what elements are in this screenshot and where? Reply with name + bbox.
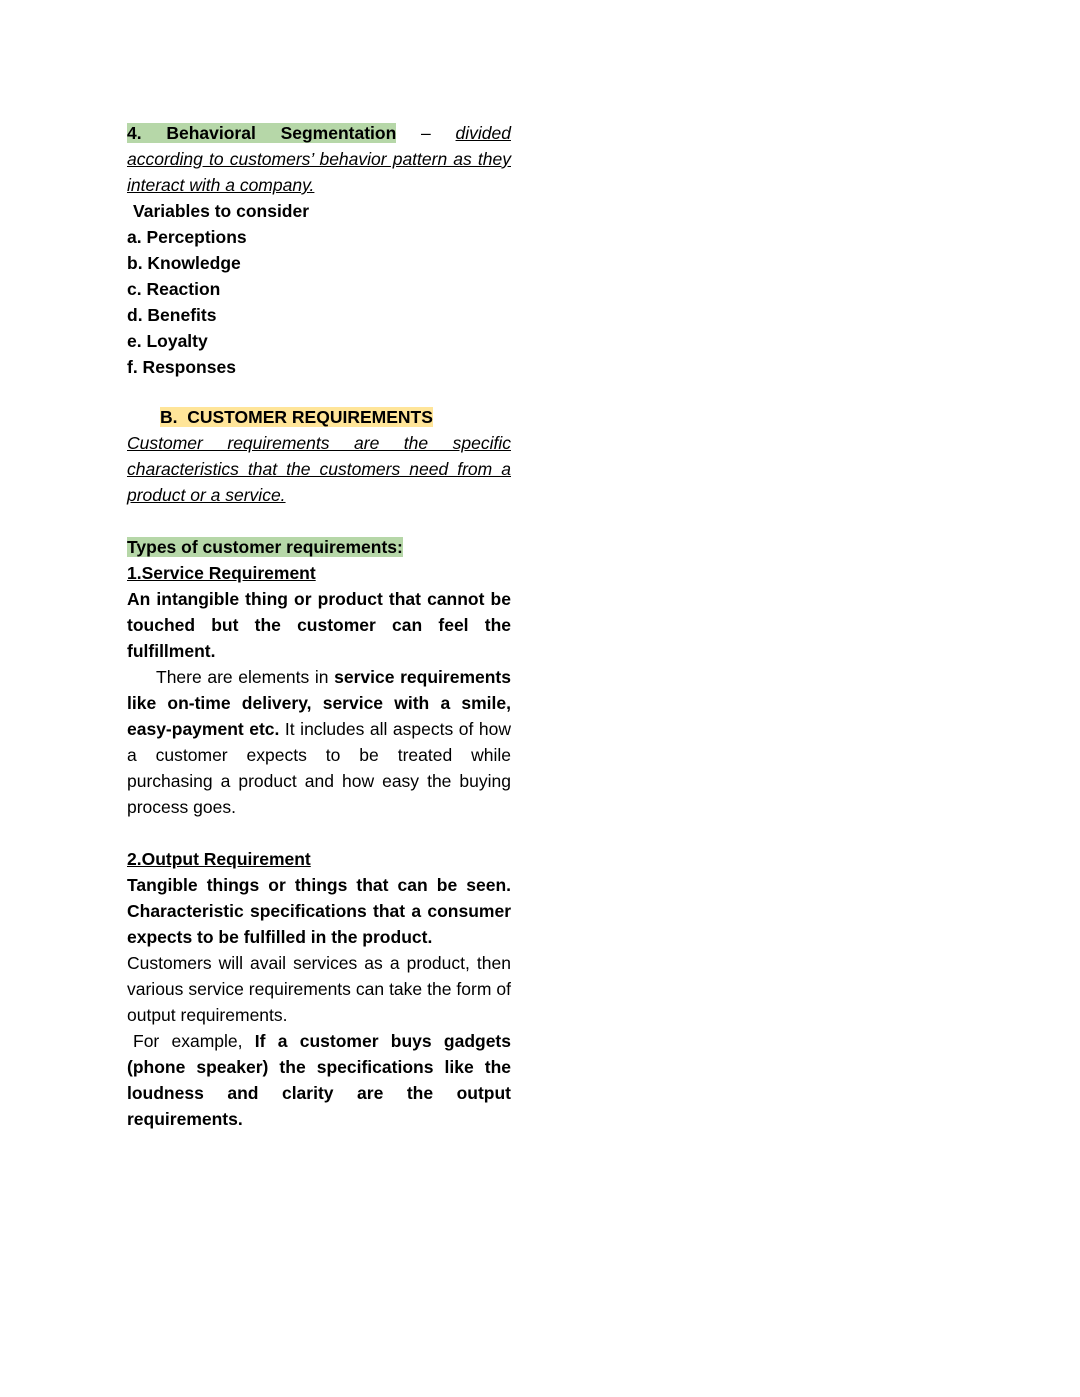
variable-item-responses: f. Responses	[127, 357, 236, 377]
service-requirement-detail	[127, 664, 511, 820]
service-detail-start: There are elements in	[156, 667, 335, 687]
service-requirement-title: 1.Service Requirement	[127, 563, 316, 583]
customer-requirements-definition: Customer requirements are the specific characteristics that the customers need from a product or a service.	[127, 433, 511, 505]
behavioral-definition-text: divided according to customers’ behavior pattern as they interact with a company.	[127, 123, 511, 195]
variable-item-benefits: d. Benefits	[127, 305, 217, 325]
service-detail-rest: It includes all aspects of how a customer expects to be treated while purchasing a product and how easy the buying process goes.	[127, 719, 511, 817]
output-example-start: For example,	[133, 1031, 255, 1051]
customer-requirements-heading-row	[127, 404, 511, 430]
types-heading: Types of customer requirements:	[127, 537, 403, 557]
output-requirement-example	[127, 1028, 511, 1132]
behavioral-segmentation-paragraph	[127, 120, 511, 198]
output-requirement-title: 2.Output Requirement	[127, 849, 311, 869]
service-requirement-lead: An intangible thing or product that cannot be touched but the customer can feel the fulfillment.	[127, 589, 511, 661]
variable-item-loyalty: e. Loyalty	[127, 331, 208, 351]
dash-separator: –	[396, 123, 456, 143]
behavioral-segmentation-heading: 4. Behavioral Segmentation	[127, 123, 397, 143]
variable-item-perceptions: a. Perceptions	[127, 227, 247, 247]
types-heading-row	[127, 534, 511, 560]
variables-title: Variables to consider	[133, 201, 310, 221]
output-requirement-lead: Tangible things or things that can be seen. Characteristic specifications that a consumer expects to be fulfilled in the product.	[127, 875, 511, 947]
output-requirement-body: Customers will avail services as a product, then various service requirements can take the form of output requirements.	[127, 953, 511, 1025]
variable-item-knowledge: b. Knowledge	[127, 253, 241, 273]
content-column	[127, 120, 511, 1132]
customer-requirements-heading: B. CUSTOMER REQUIREMENTS	[160, 407, 433, 427]
service-detail-bold: service requirements like on-time delivery, service with a smile, easy-payment etc.	[127, 667, 511, 739]
output-example-bold: If a customer buys gadgets (phone speaker) the specifications like the loudness and clarity are the output requirements.	[127, 1031, 511, 1129]
variable-item-reaction: c. Reaction	[127, 279, 221, 299]
